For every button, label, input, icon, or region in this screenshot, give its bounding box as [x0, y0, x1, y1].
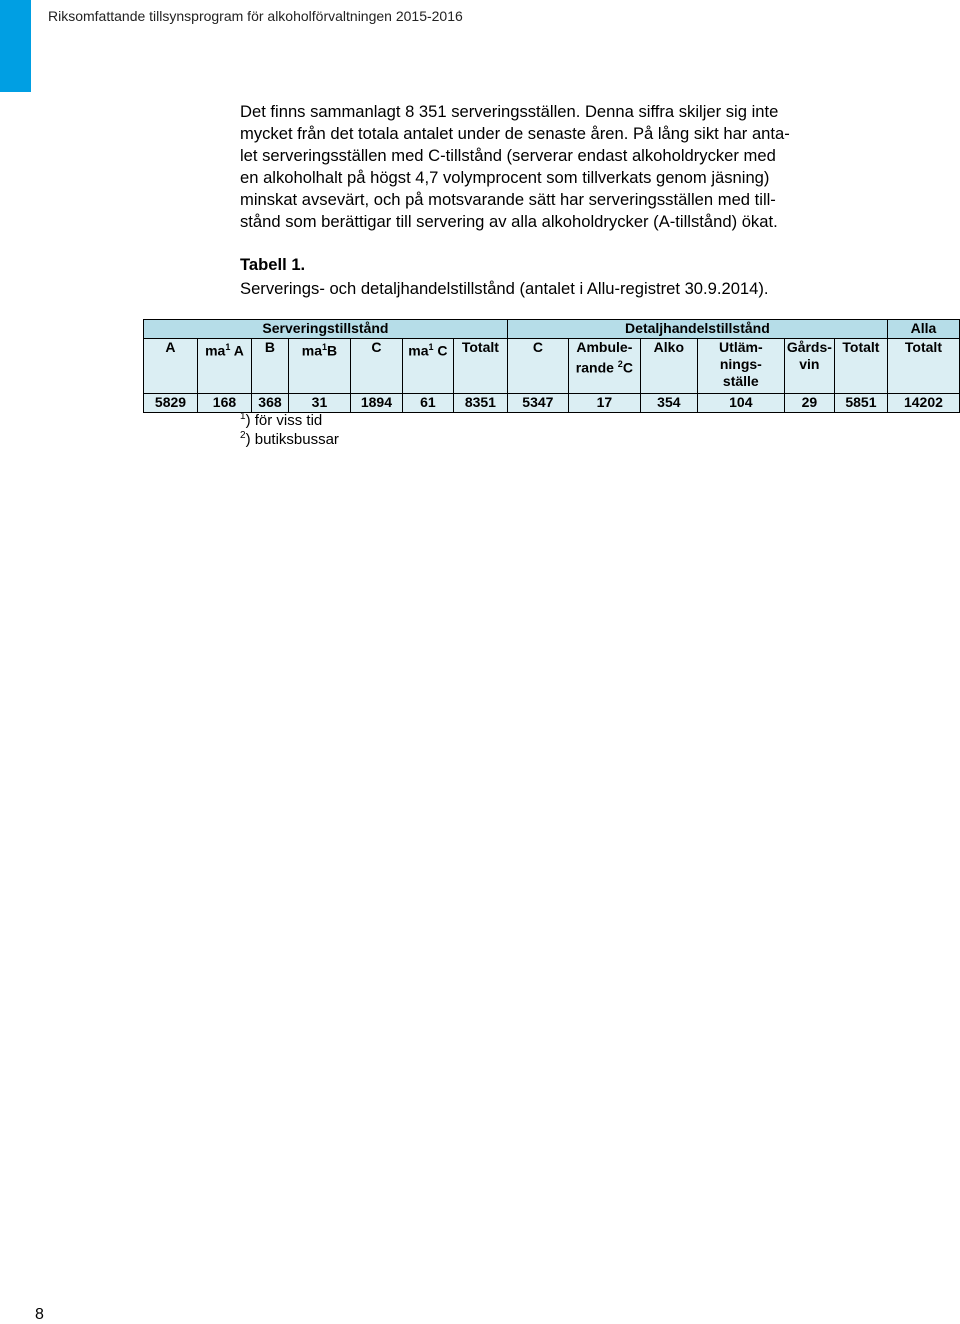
body-line: Det finns sammanlagt 8 351 serveringsställen. Denna siffra skiljer sig inte	[240, 102, 779, 121]
table-cell: 17	[568, 394, 640, 413]
col-ma-b: $ma^1B$	[288, 339, 350, 394]
col-utlamningsstalle: Utläm- nings- ställe	[697, 339, 784, 394]
table-cell: 368	[251, 394, 288, 413]
licence-table	[143, 319, 960, 413]
col-b: B	[251, 339, 288, 394]
group-serving: Serveringstillstånd	[144, 320, 508, 339]
table-cell: 14202	[887, 394, 959, 413]
table-cell: 29	[784, 394, 834, 413]
col-ma-c: $ma^1$ C	[402, 339, 453, 394]
table-cell: 168	[197, 394, 251, 413]
col-retail-total: Totalt	[834, 339, 887, 394]
table-cell: 354	[640, 394, 697, 413]
body-line: en alkoholhalt på högst 4,7 volymprocent som tillverkats genom jäsning)	[240, 168, 770, 187]
footnote-2: $^2$) butiksbussar	[240, 430, 339, 448]
page-number: 8	[35, 1306, 44, 1323]
col-retail-c: C	[507, 339, 568, 394]
col-all-total: Totalt	[887, 339, 959, 394]
table-cell: 8351	[453, 394, 507, 413]
group-retail: Detaljhandelstillstånd	[507, 320, 887, 339]
footnote-1: $^1$) för viss tid	[240, 411, 323, 429]
table-row	[144, 394, 960, 413]
col-gardsvin: Gårds- vin	[784, 339, 834, 394]
col-ma-a: $ma^1$ A	[197, 339, 251, 394]
table-caption-title: Tabell 1.	[240, 255, 306, 274]
table-group-header-row	[144, 320, 960, 339]
col-ambulerande: Ambule- rande $^2$C	[568, 339, 640, 394]
table-cell: 5851	[834, 394, 887, 413]
body-line: let serveringsställen med C-tillstånd (serverar endast alkoholdrycker med	[240, 146, 776, 165]
col-serving-total: Totalt	[453, 339, 507, 394]
table-caption-text: Serverings- och detaljhandelstillstånd (antalet i Allu-registret 30.9.2014).	[240, 279, 769, 298]
group-all: Alla	[887, 320, 959, 339]
table-cell: 61	[402, 394, 453, 413]
col-a: A	[144, 339, 198, 394]
table-cell: 31	[288, 394, 350, 413]
table-cell: 5347	[507, 394, 568, 413]
table-subheader-row	[144, 339, 960, 394]
table-cell: 1894	[350, 394, 402, 413]
col-c: C	[350, 339, 402, 394]
body-paragraph	[240, 101, 862, 233]
col-alko: Alko	[640, 339, 697, 394]
header-accent-bar	[0, 0, 31, 92]
body-line: minskat avsevärt, och på motsvarande sätt har serveringsställen med till-	[240, 190, 776, 209]
body-line: mycket från det totala antalet under de senaste åren. På lång sikt har anta-	[240, 124, 790, 143]
table-cell: 104	[697, 394, 784, 413]
body-line: stånd som berättigar till servering av alla alkoholdrycker (A-tillstånd) ökat.	[240, 212, 778, 231]
running-header: Riksomfattande tillsynsprogram för alkoholförvaltningen 2015-2016	[48, 8, 463, 24]
table-cell: 5829	[144, 394, 198, 413]
